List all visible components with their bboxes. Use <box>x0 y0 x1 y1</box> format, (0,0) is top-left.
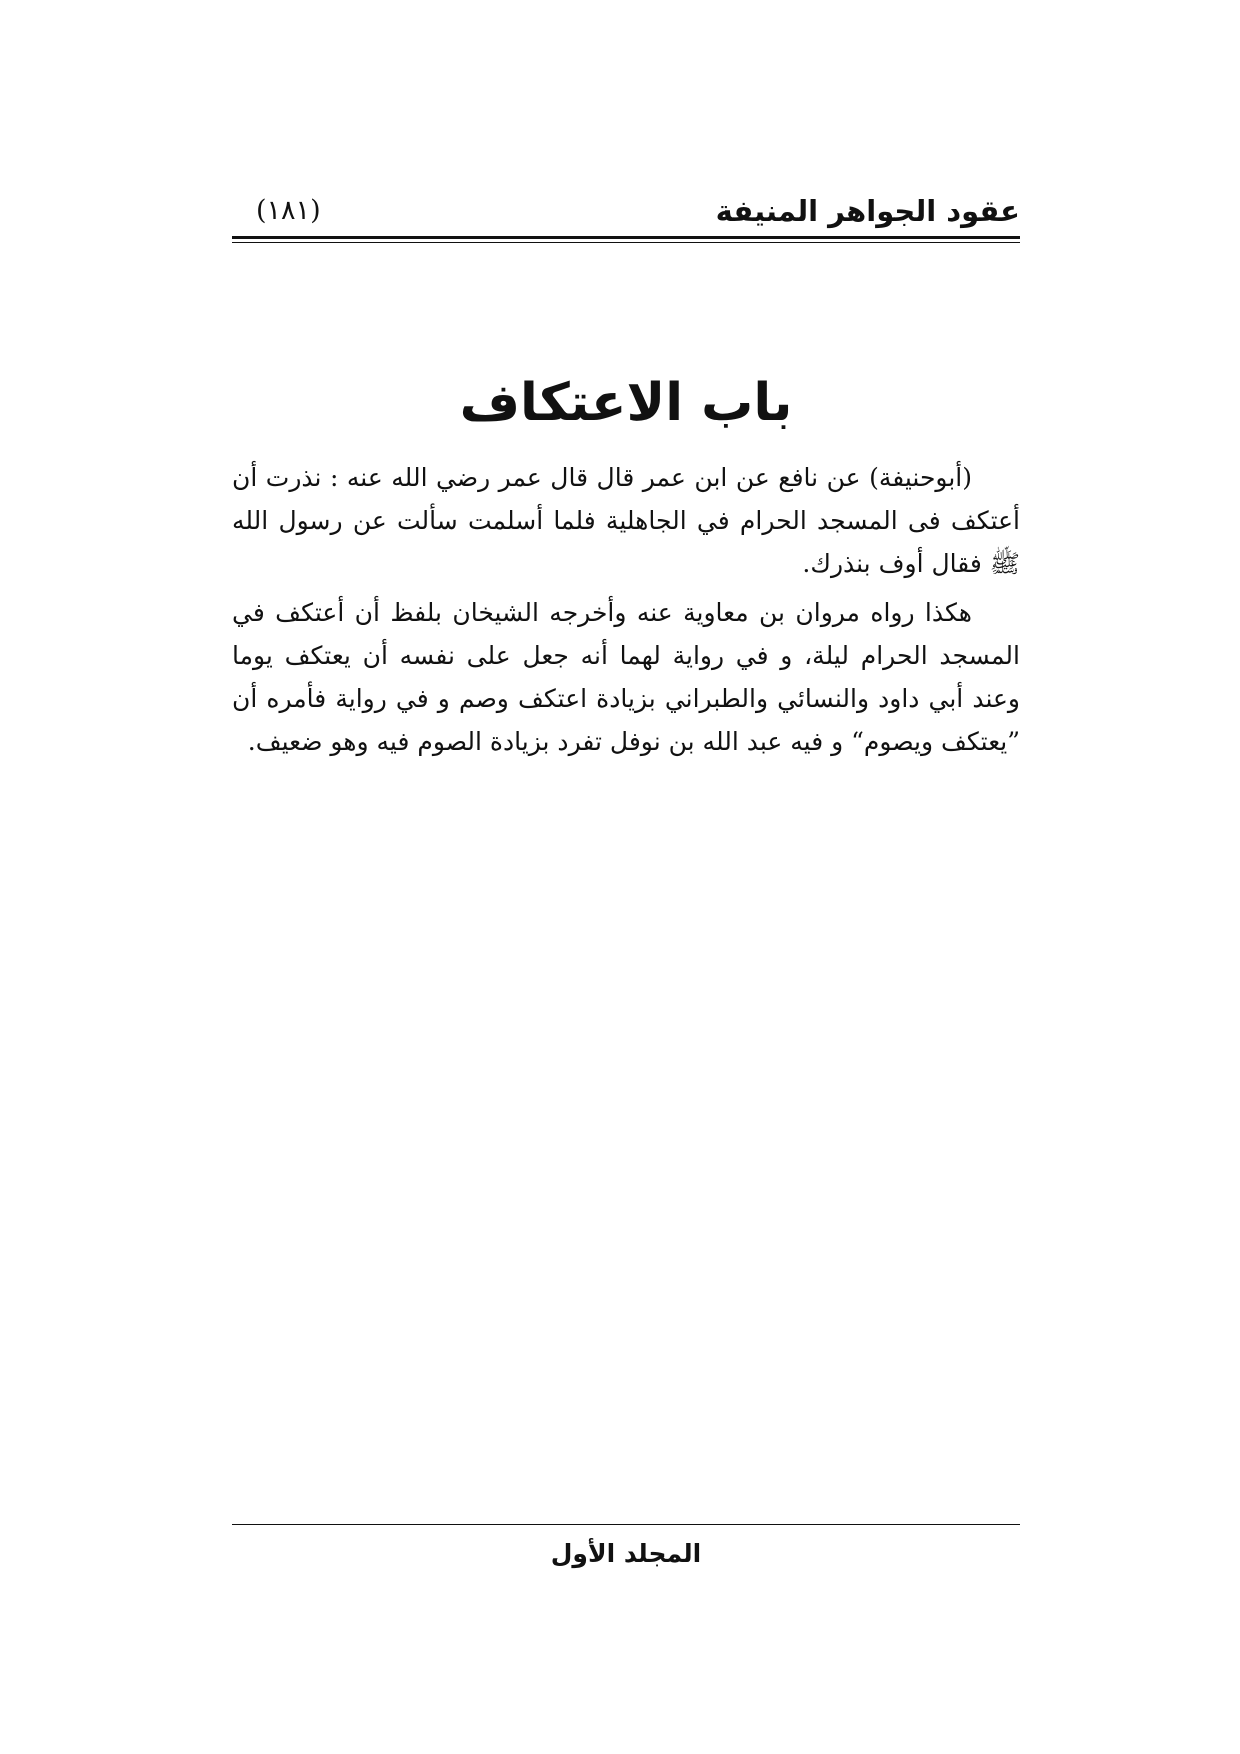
paragraph-1: (أبوحنيفة) عن نافع عن ابن عمر قال قال عمر رضي الله عنه : نذرت أن أعتكف فى المسجد الحرام في الجاهلية فلما أسلمت سألت عن رسول الله ﷺ فقال أوف بنذرك. <box>232 463 1020 578</box>
footer-rule <box>232 1524 1020 1525</box>
chapter-title: باب الاعتكاف <box>459 373 793 433</box>
page-number: (١٨١) <box>256 195 321 226</box>
body-text <box>232 456 1020 763</box>
paragraph-2: هكذا رواه مروان بن معاوية عنه وأخرجه الشيخان بلفظ أن أعتكف في المسجد الحرام ليلة، و في رواية لهما أنه جعل على نفسه أن يعتكف يوما وعند أبي داود والنسائي والطبراني بزيادة اعتكف وصم و في رواية فأمره أن ”يعتكف ويصوم“ و فيه عبد الله بن نوفل تفرد بزيادة الصوم فيه وهو ضعيف. <box>232 598 1020 756</box>
page-header <box>232 190 1020 232</box>
volume-label: المجلد الأول <box>550 1539 702 1568</box>
header-rule-thin <box>232 242 1020 243</box>
running-book-title: عقود الجواهر المنيفة <box>715 194 1020 228</box>
header-rule-thick <box>232 236 1020 239</box>
